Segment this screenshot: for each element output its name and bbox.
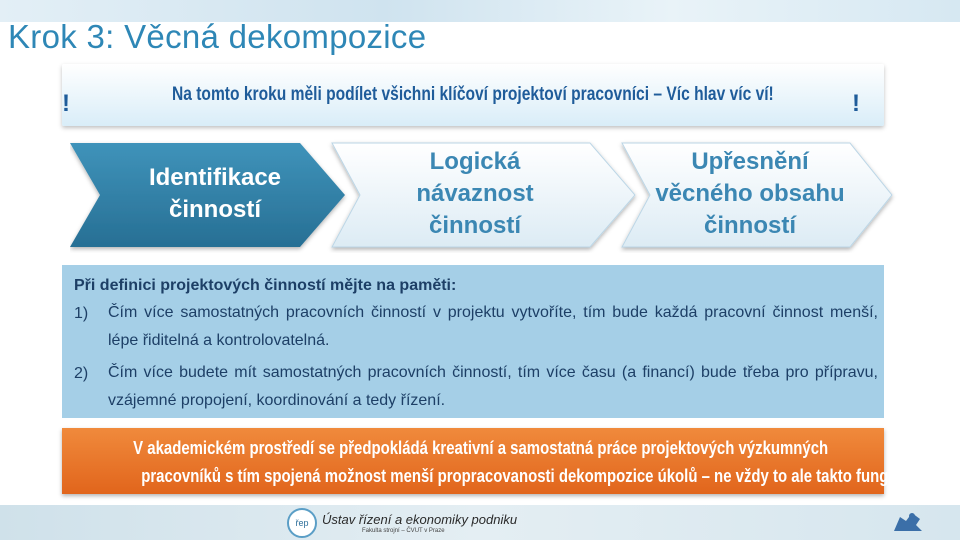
info-banner xyxy=(62,64,884,126)
step-label-identifikace xyxy=(110,162,320,226)
warning-line-2 xyxy=(62,466,915,487)
slide-title: Krok 3: Věcná dekompozice xyxy=(8,18,427,55)
notes-box xyxy=(62,265,884,418)
step-label-text: Upřesnění věcného obsahu činností xyxy=(655,148,845,239)
notes-heading: Při definici projektových činností mějte na paměti: xyxy=(74,277,457,294)
banner-message: Na tomto kroku měli podílet všichni klíčoví projektoví pracovníci – Víc hlav víc ví! xyxy=(172,84,774,105)
warning-box xyxy=(62,428,915,494)
warning-text: V akademickém prostředí se předpokládá kreativní a samostatná práce projektových výzkumných xyxy=(133,438,829,458)
note-number: 2) xyxy=(74,365,89,382)
university-lion-icon xyxy=(890,507,926,537)
institute-name: Ústav řízení a ekonomiky podniku xyxy=(322,512,518,527)
note-text: Čím více budete mít samostatných pracovních činností, tím více času (a financí) bude třeba pro přípravu, vzájemné propojení, koordinování a tedy řízení. xyxy=(108,364,878,409)
warning-line-1 xyxy=(62,438,884,459)
note-text: Čím více samostatných pracovních činností v projektu vytvoříte, tím bude každá pracovní činnost menší, lépe řiditelná a kontrolovatelná. xyxy=(108,304,878,349)
note-number: 1) xyxy=(74,305,89,322)
step-label-upresneni xyxy=(620,146,880,242)
step-label-text: Identifikace činností xyxy=(148,164,282,223)
exclamation-icon: ! xyxy=(62,90,70,117)
step-label-text: Logická návaznost činností xyxy=(416,148,534,239)
exclamation-icon: ! xyxy=(852,90,860,117)
step-label-navaznost xyxy=(360,146,590,242)
faculty-name: Fakulta strojní – ČVUT v Praze xyxy=(362,528,445,534)
institute-logo: řep xyxy=(287,508,317,538)
warning-text: pracovníků s tím spojená možnost menší propracovanosti dekompozice úkolů – ne vždy to ale takto funguje! xyxy=(141,466,915,486)
